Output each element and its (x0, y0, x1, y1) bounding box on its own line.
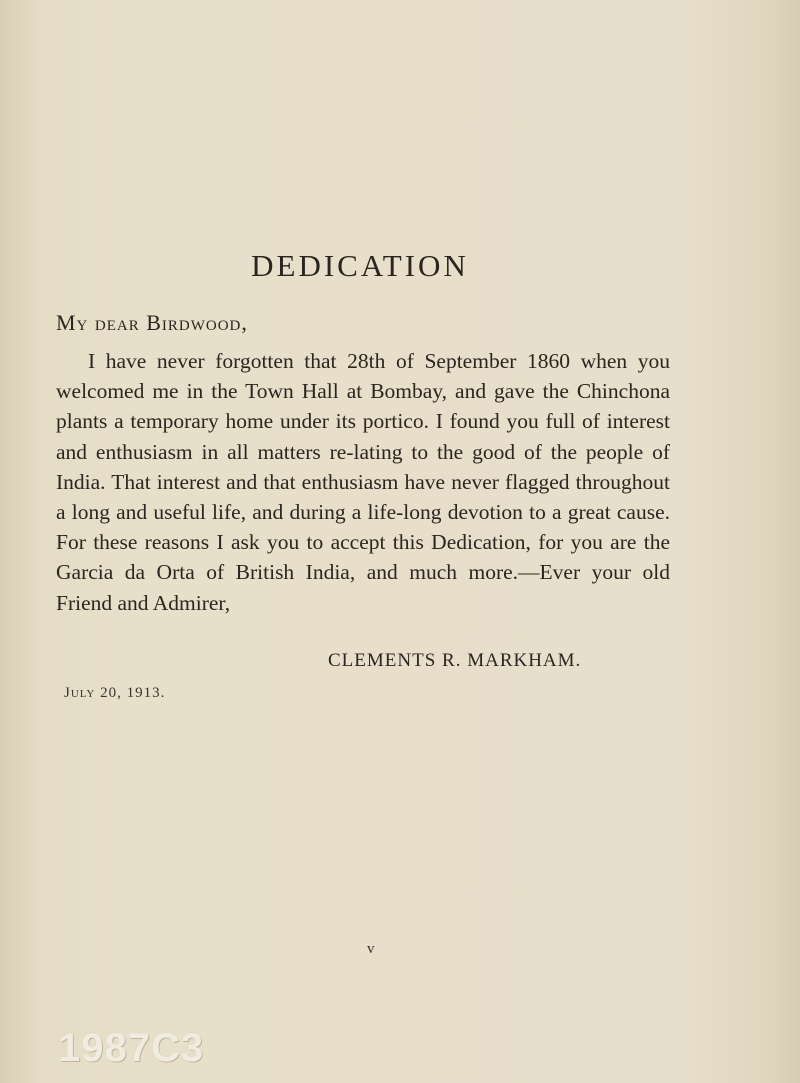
dedication-body: I have never forgotten that 28th of September 1860 when you welcomed me in the Town Hall at Bombay, and gave the Chinchona plants a temporary home under its portico. I found you full of interest and enthusiasm in all matters re-lating to the good of the people of India. That interest and that enthusiasm have never flagged throughout a long and useful life, and during a life-long devotion to a great cause. For these reasons I ask you to accept this Dedication, for you are the Garcia da Orta of British India, and much more.—Ever your old Friend and Admirer, (56, 349, 670, 615)
page-title: DEDICATION (251, 248, 469, 283)
page-number: v (367, 941, 375, 957)
signature: CLEMENTS R. MARKHAM. (328, 650, 582, 671)
salutation: My dear Birdwood, (56, 310, 248, 335)
library-stamp: 1987C3 (58, 1026, 205, 1070)
date: July 20, 1913. (64, 685, 166, 701)
